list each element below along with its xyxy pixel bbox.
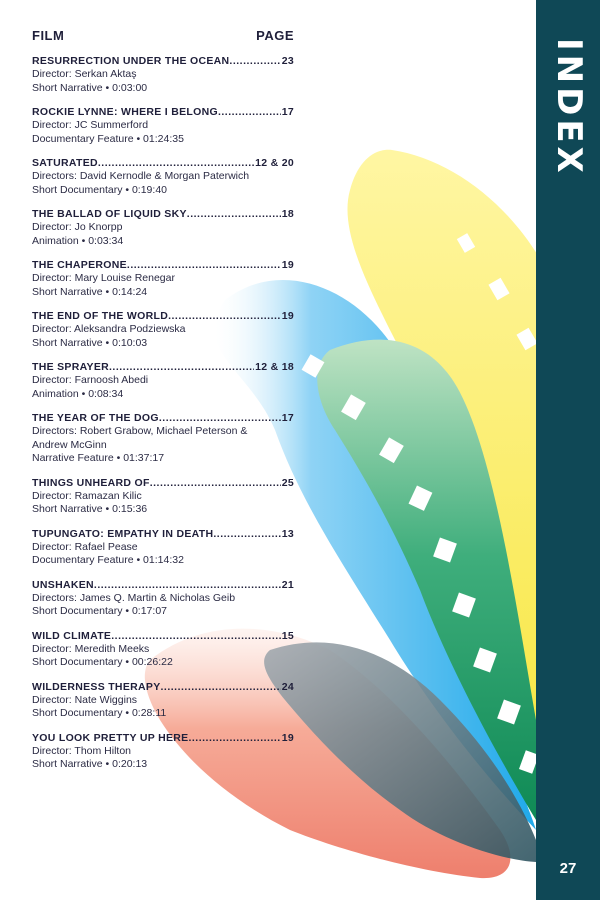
film-director: Director: Nate Wiggins bbox=[32, 693, 138, 706]
dot-leader bbox=[161, 680, 281, 694]
film-category: Short Narrative • 0:14:24 bbox=[32, 285, 148, 298]
film-page: 19 bbox=[281, 731, 294, 744]
film-index-list bbox=[32, 28, 294, 782]
film-page: 12 & 20 bbox=[255, 157, 294, 169]
film-page: 21 bbox=[281, 578, 294, 591]
film-entry bbox=[32, 411, 294, 466]
film-entry bbox=[32, 105, 294, 146]
dot-leader bbox=[111, 629, 280, 643]
film-title: YOU LOOK PRETTY UP HERE bbox=[32, 731, 189, 744]
film-title: WILD CLIMATE bbox=[32, 629, 112, 642]
film-category: Short Documentary • 0:17:07 bbox=[32, 605, 167, 617]
dot-leader bbox=[213, 527, 280, 541]
film-category: Short Documentary • 0:19:40 bbox=[32, 183, 167, 196]
film-director: Director: Rafael Pease bbox=[32, 540, 138, 553]
film-director: Director: Jo Knorpp bbox=[32, 221, 123, 233]
film-director: Director: Aleksandra Podziewska bbox=[32, 323, 186, 335]
film-category: Short Narrative • 0:03:00 bbox=[32, 81, 148, 94]
dot-leader bbox=[98, 156, 254, 170]
film-director: Directors: Robert Grabow, Michael Peterson & bbox=[32, 425, 248, 437]
film-entry bbox=[32, 156, 294, 197]
film-title: RESURRECTION UNDER THE OCEAN bbox=[32, 55, 230, 67]
film-title: UNSHAKEN bbox=[32, 578, 94, 591]
dot-leader bbox=[187, 207, 281, 221]
film-director: Directors: David Kernodle & Morgan Paterwich bbox=[32, 170, 250, 182]
film-title: SATURATED bbox=[32, 157, 98, 169]
film-page: 18 bbox=[281, 208, 294, 220]
film-page: 25 bbox=[281, 476, 294, 489]
film-entry bbox=[32, 54, 294, 95]
film-page: 24 bbox=[281, 680, 294, 693]
dot-leader bbox=[127, 258, 281, 272]
dot-leader bbox=[94, 578, 281, 592]
film-entry bbox=[32, 309, 294, 350]
film-category: Short Narrative • 0:20:13 bbox=[32, 758, 148, 770]
film-category: Short Documentary • 00:26:22 bbox=[32, 656, 173, 668]
dot-leader bbox=[109, 360, 254, 374]
film-entry bbox=[32, 258, 294, 299]
film-entry bbox=[32, 527, 294, 568]
film-title: ROCKIE LYNNE: WHERE I BELONG bbox=[32, 106, 218, 118]
film-director: Director: Farnoosh Abedi bbox=[32, 374, 149, 386]
film-category: Animation • 0:08:34 bbox=[32, 387, 124, 400]
film-page: 13 bbox=[281, 527, 294, 540]
film-category: Animation • 0:03:34 bbox=[32, 234, 124, 247]
film-page: 23 bbox=[281, 55, 294, 67]
film-title: TUPUNGATO: EMPATHY IN DEATH bbox=[32, 527, 214, 540]
dot-leader bbox=[188, 731, 280, 745]
film-director-continued: Andrew McGinn bbox=[32, 438, 107, 451]
film-title: THE BALLAD OF LIQUID SKY bbox=[32, 208, 187, 220]
film-director: Director: JC Summerford bbox=[32, 119, 149, 131]
dot-leader bbox=[229, 54, 280, 68]
film-entry bbox=[32, 360, 294, 401]
film-page: 12 & 18 bbox=[255, 361, 294, 373]
film-page: 17 bbox=[281, 106, 294, 118]
film-entry bbox=[32, 578, 294, 619]
film-category: Short Documentary • 0:28:11 bbox=[32, 707, 167, 719]
film-director: Director: Mary Louise Renegar bbox=[32, 272, 175, 284]
column-header bbox=[32, 28, 294, 43]
film-entry bbox=[32, 629, 294, 670]
page-column-label: PAGE bbox=[256, 28, 294, 43]
film-category: Short Narrative • 0:15:36 bbox=[32, 503, 148, 515]
film-title: THE END OF THE WORLD bbox=[32, 310, 169, 322]
index-title: INDEX bbox=[549, 38, 589, 177]
film-title: THINGS UNHEARD OF bbox=[32, 476, 150, 489]
film-director: Director: Serkan Aktaş bbox=[32, 68, 137, 80]
film-director: Director: Meredith Meeks bbox=[32, 642, 150, 655]
film-entry bbox=[32, 680, 294, 721]
film-title: THE CHAPERONE bbox=[32, 259, 127, 271]
film-entry bbox=[32, 207, 294, 248]
film-director: Director: Ramazan Kilic bbox=[32, 489, 142, 502]
film-category: Documentary Feature • 01:14:32 bbox=[32, 554, 184, 566]
film-director: Director: Thom Hilton bbox=[32, 744, 132, 757]
film-entry bbox=[32, 476, 294, 517]
page-number: 27 bbox=[559, 860, 577, 877]
film-entry bbox=[32, 731, 294, 772]
film-title: THE YEAR OF THE DOG bbox=[32, 412, 159, 424]
film-page: 19 bbox=[281, 259, 294, 271]
dot-leader bbox=[218, 105, 281, 119]
film-page: 15 bbox=[281, 629, 294, 642]
dot-leader bbox=[150, 476, 281, 490]
dot-leader bbox=[159, 411, 281, 425]
dot-leader bbox=[168, 309, 281, 323]
film-title: THE SPRAYER bbox=[32, 361, 110, 373]
film-director: Directors: James Q. Martin & Nicholas Geib bbox=[32, 591, 236, 604]
film-page: 17 bbox=[281, 412, 294, 424]
film-category: Documentary Feature • 01:24:35 bbox=[32, 132, 184, 145]
film-category: Narrative Feature • 01:37:17 bbox=[32, 452, 165, 464]
film-page: 19 bbox=[281, 310, 294, 322]
film-category: Short Narrative • 0:10:03 bbox=[32, 336, 148, 349]
film-title: WILDERNESS THERAPY bbox=[32, 680, 161, 693]
film-column-label: FILM bbox=[32, 28, 65, 43]
